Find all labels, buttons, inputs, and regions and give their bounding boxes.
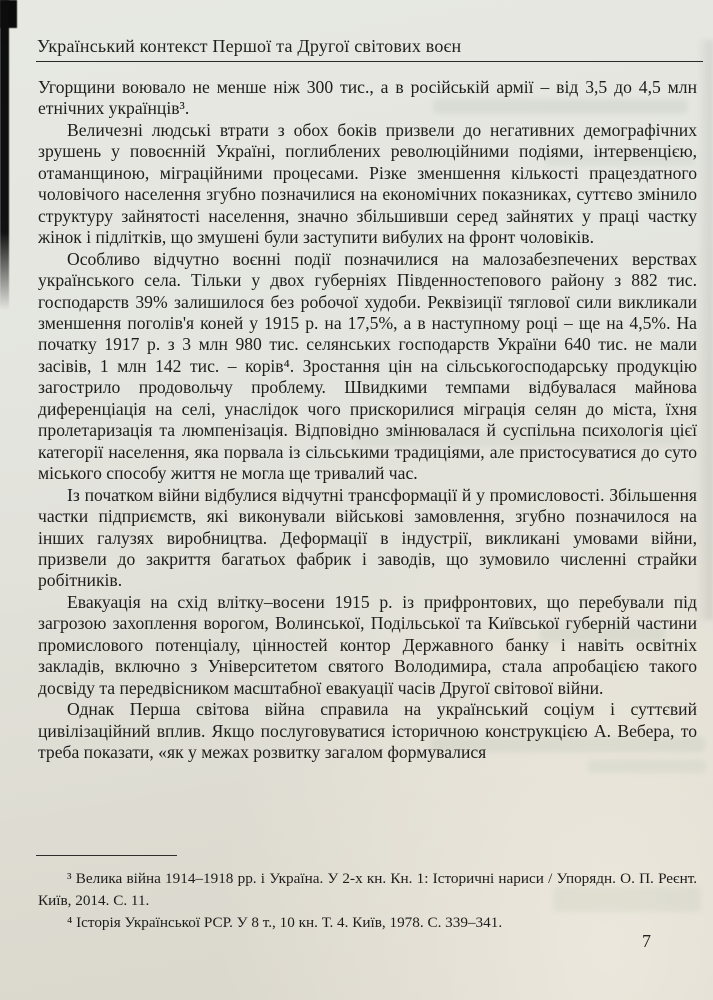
footnote-separator: [36, 855, 177, 856]
body-paragraph: Евакуація на схід влітку–восени 1915 р. із прифронтових, що перебували під загрозою захоплення ворогом, Волинської, Подільської та Київської губерній частини промислового потенціалу, цінностей контор Державного банку і навіть освітніх закладів, включно з Університетом святого Володимира, стала апробацією такого досвіду та передвісником масштабної евакуації часів Другої світової війни.: [38, 591, 697, 698]
footnote: ³ Велика війна 1914–1918 рр. і Україна. У 2-х кн. Кн. 1: Історичні нариси / Упорядн. О. П. Реєнт. Київ, 2014. С. 11.: [38, 870, 697, 909]
page-body: [38, 77, 697, 855]
scan-edge-shadow: [0, 0, 9, 310]
body-paragraph: Особливо відчутно воєнні події позначилися на малозабезпечених верствах українського села. Тільки у двох губерніях Південностепового району з 882 тис. господарств 39% залишилося без робочої худоби. Реквізиції тяглової сили викликали зменшення поголів'я коней у 1915 р. на 17,5%, а в наступному році – ще на 4,5%. На початку 1917 р. з 3 млн 980 тис. селянських господарств України 640 тис. не мали засівів, 1 млн 142 тис. – корів⁴. Зростання цін на сільськогосподарську продукцію загострило продовольчу проблему. Швидкими темпами відбувалася майнова диференціація на селі, унаслідок чого прискорилися міграція селян до міста, їхня пролетаризація та люмпенізація. Відповідно змінювалася й суспільна психологія цієї категорії населення, яка порвала із сільськими традиціями, але пристосуватися до суто міського способу життя не могла ще тривалий час.: [38, 248, 697, 484]
body-paragraph: Величезні людські втрати з обох боків призвели до негативних демографічних зрушень у повоєнній Україні, поглиблених революційними подіями, інтервенцією, отаманщиною, міграційними процесами. Різке зменшення кількості працездатного чоловічого населення згубно позначилися на економічних показниках, суттєво змінило структуру зайнятості населення, значно збільшивши серед зайнятих у праці частку жінок і підлітків, що змушені були заступити вибулих на фронт чоловіків.: [38, 119, 697, 248]
body-paragraph: Із початком війни відбулися відчутні трансформації й у промисловості. Збільшення частки підприємств, які виконували військові замовлення, згубно позначилося на інших галузях виробництва. Деформації в індустрії, викликані умовами війни, призвели до закриття багатьох фабрик і заводів, що зумовило численні страйки робітників.: [38, 484, 697, 591]
page-curl-shading: [697, 40, 713, 620]
running-header: Український контекст Першої та Другої світових воєн: [37, 36, 462, 56]
body-paragraph: Однак Перша світова війна справила на український соціум і суттєвий цивілізаційний вплив. Якщо послуговуватися історичною конструкцією А. Вебера, то треба показати, «як у межах розвитку загалом формувалися: [38, 699, 697, 763]
header-rule: [36, 61, 703, 62]
body-paragraph: Угорщини воювало не менше ніж 300 тис., а в російській армії – від 3,5 до 4,5 млн етнічних українців³.: [38, 77, 697, 119]
footnotes-block: [38, 868, 697, 933]
footnote: ⁴ Історія Української РСР. У 8 т., 10 кн. Т. 4. Київ, 1978. С. 339–341.: [67, 913, 503, 931]
page-number: 7: [642, 931, 651, 951]
